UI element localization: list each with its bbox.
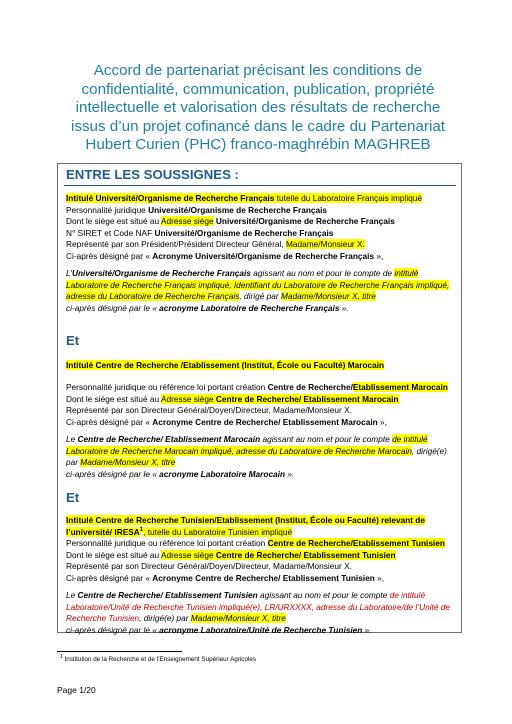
tunisian-party-block	[66, 515, 458, 585]
name-placeholder: Madame/Monsieur X.	[285, 239, 365, 250]
text: »,	[374, 250, 384, 261]
moroccan-intitule: Intitulé Centre de Recherche /Etablissement (Institut, École ou Faculté) Marocain	[66, 360, 385, 370]
text: Personnalité juridique	[66, 204, 149, 215]
text: acronyme Laboratoire/Unité de Recherche Tunisien	[159, 624, 363, 635]
french-party-block	[66, 193, 458, 263]
footnote-marker: 1	[60, 653, 63, 660]
text: ci-après désigné par le «	[66, 302, 160, 313]
text: Ci-après désigné par «	[66, 250, 153, 261]
name-placeholder: Madame/Monsieur X, titre	[190, 613, 286, 624]
text: Université/Organisme de Recherche Français	[148, 204, 328, 215]
address-placeholder: Adresse siège	[161, 216, 214, 227]
text: ».	[339, 302, 349, 313]
text: Centre de Recherche/ Etablissement Marocain	[77, 434, 261, 444]
french-lab-paragraph	[66, 268, 458, 314]
document-title: Accord de partenariat précisant les conditions de confidentialité, communication, publication, propriété intellectuelle et valorisation des résultats de recherche issus d’un projet cofinancé dans le cadre du Partenariat Hubert Curien (PHC) franco-maghrébin MAGHREB	[70, 62, 445, 154]
moroccan-party-block	[66, 382, 458, 428]
name-placeholder: Madame/Monsieur X, titre	[280, 291, 376, 302]
footnote-ref: 1	[139, 526, 144, 533]
moroccan-party-head	[66, 360, 458, 372]
text: Ci-après désigné par «	[66, 416, 153, 427]
text: Ci-après désigné par «	[66, 572, 153, 583]
footnote-rule	[57, 651, 182, 652]
text: agissant au nom et pour le compte	[260, 434, 393, 444]
text: , dirigé(e) par	[66, 445, 447, 468]
text: Représenté par son Directeur Général/Doyen/Directeur, Madame/Monsieur X.	[66, 561, 352, 572]
footnote-text: Institution de la Recherche et de l’Enseignement Supérieur Agricoles	[64, 656, 256, 663]
text: acronyme Laboratoire de Recherche Français	[159, 302, 340, 313]
text: , dirigé par	[239, 291, 281, 302]
text: Université/Organisme de Recherche Français	[213, 216, 395, 227]
text: Acronyme Université/Organisme de Recherche Français	[152, 250, 375, 261]
name-placeholder: Madame/Monsieur X, titre	[80, 457, 176, 468]
lab-placeholder: intitulé Laboratoire de Recherche Français impliqué, Identifiant du Laboratoire de Recherche Français impliqué, adresse du Laboratoire de Recherche Français	[66, 268, 450, 302]
lab-placeholder: de intitulé Laboratoire/Unité de Recherche Tunisien impliqué(e), LR/URXXXX, adresse du Laboratoire/de l’Unité de Recherche Tunisien	[66, 590, 451, 624]
lab-placeholder: de intitulé Laboratoire de Recherche Marocain impliqué, adresse du Laboratoire de Recherche Marocain	[66, 434, 428, 456]
section-heading: ENTRE LES SOUSSIGNES :	[66, 167, 239, 182]
text: Centre de Recherche/	[267, 382, 353, 392]
text: agissant au nom et pour le compte	[257, 590, 390, 600]
heading-rule	[64, 185, 456, 186]
text: Représenté par son Directeur Général/Doyen/Directeur, Madame/Monsieur X.	[66, 405, 352, 416]
text: Dont le siège est situé au	[66, 393, 162, 404]
text: Personnalité juridique ou référence loi portant création	[66, 382, 268, 392]
text: acronyme Laboratoire Marocain	[159, 468, 286, 479]
text: Université/Organisme de Recherche Français	[154, 227, 334, 238]
tunisian-intitule: Intitulé Centre de Recherche Tunisien/Etablissement (Institut, École ou Faculté) relevant de l’université/ IRESA	[66, 515, 425, 537]
et-heading-2: Et	[66, 490, 80, 505]
text: Personnalité juridique ou référence loi portant création	[66, 538, 268, 549]
text: ».	[285, 468, 295, 479]
text: ci-après désigné par le «	[66, 468, 160, 479]
text: Etablissement Marocain	[352, 382, 448, 392]
text: Le	[66, 590, 78, 600]
page-number: Page 1/20	[57, 685, 96, 695]
text: agissant au nom et pour le compte de	[250, 268, 395, 278]
address-placeholder: Adresse siège	[161, 393, 214, 404]
moroccan-lab-paragraph	[66, 434, 458, 480]
address-placeholder: Adresse siège	[161, 549, 214, 560]
footnote	[60, 653, 256, 664]
text: Dont le siège est situé au	[66, 549, 162, 560]
french-tutelle: tutelle du Laboratoire Français impliqué	[274, 193, 423, 203]
text: Centre de Recherche/ Etablissement Marocain	[213, 393, 399, 404]
text: , dirigé(e) par	[139, 613, 191, 624]
text: Dont le siège est situé au	[66, 216, 162, 227]
text: Centre de Recherche/ Etablissement Tunisien	[77, 590, 258, 600]
text: Acronyme Centre de Recherche/ Etablissement Tunisien	[152, 572, 375, 583]
tunisian-tutelle: , tutelle du Laboratoire Tunisien impliqué	[143, 526, 293, 537]
text: L’	[66, 268, 72, 278]
text: ».	[362, 624, 372, 635]
text: Le	[66, 434, 78, 444]
text: Centre de Recherche/ Etablissement Tunisien	[213, 549, 396, 560]
text: Université/Organisme de Recherche Français	[72, 268, 251, 278]
text: »,	[374, 572, 385, 583]
tunisian-lab-paragraph	[66, 590, 458, 636]
text: N° SIRET et Code NAF	[66, 227, 155, 238]
text: »,	[377, 416, 387, 427]
text: Centre de Recherche/Etablissement Tunisien	[267, 538, 445, 549]
text: Acronyme Centre de Recherche/ Etablissement Marocain	[152, 416, 378, 427]
text: Représenté par son Président/Président Directeur Général,	[66, 239, 286, 250]
text: ci-après désigné par le «	[66, 624, 160, 635]
french-intitule: Intitulé Université/Organisme de Recherche Français	[66, 193, 275, 203]
et-heading-1: Et	[66, 333, 80, 348]
